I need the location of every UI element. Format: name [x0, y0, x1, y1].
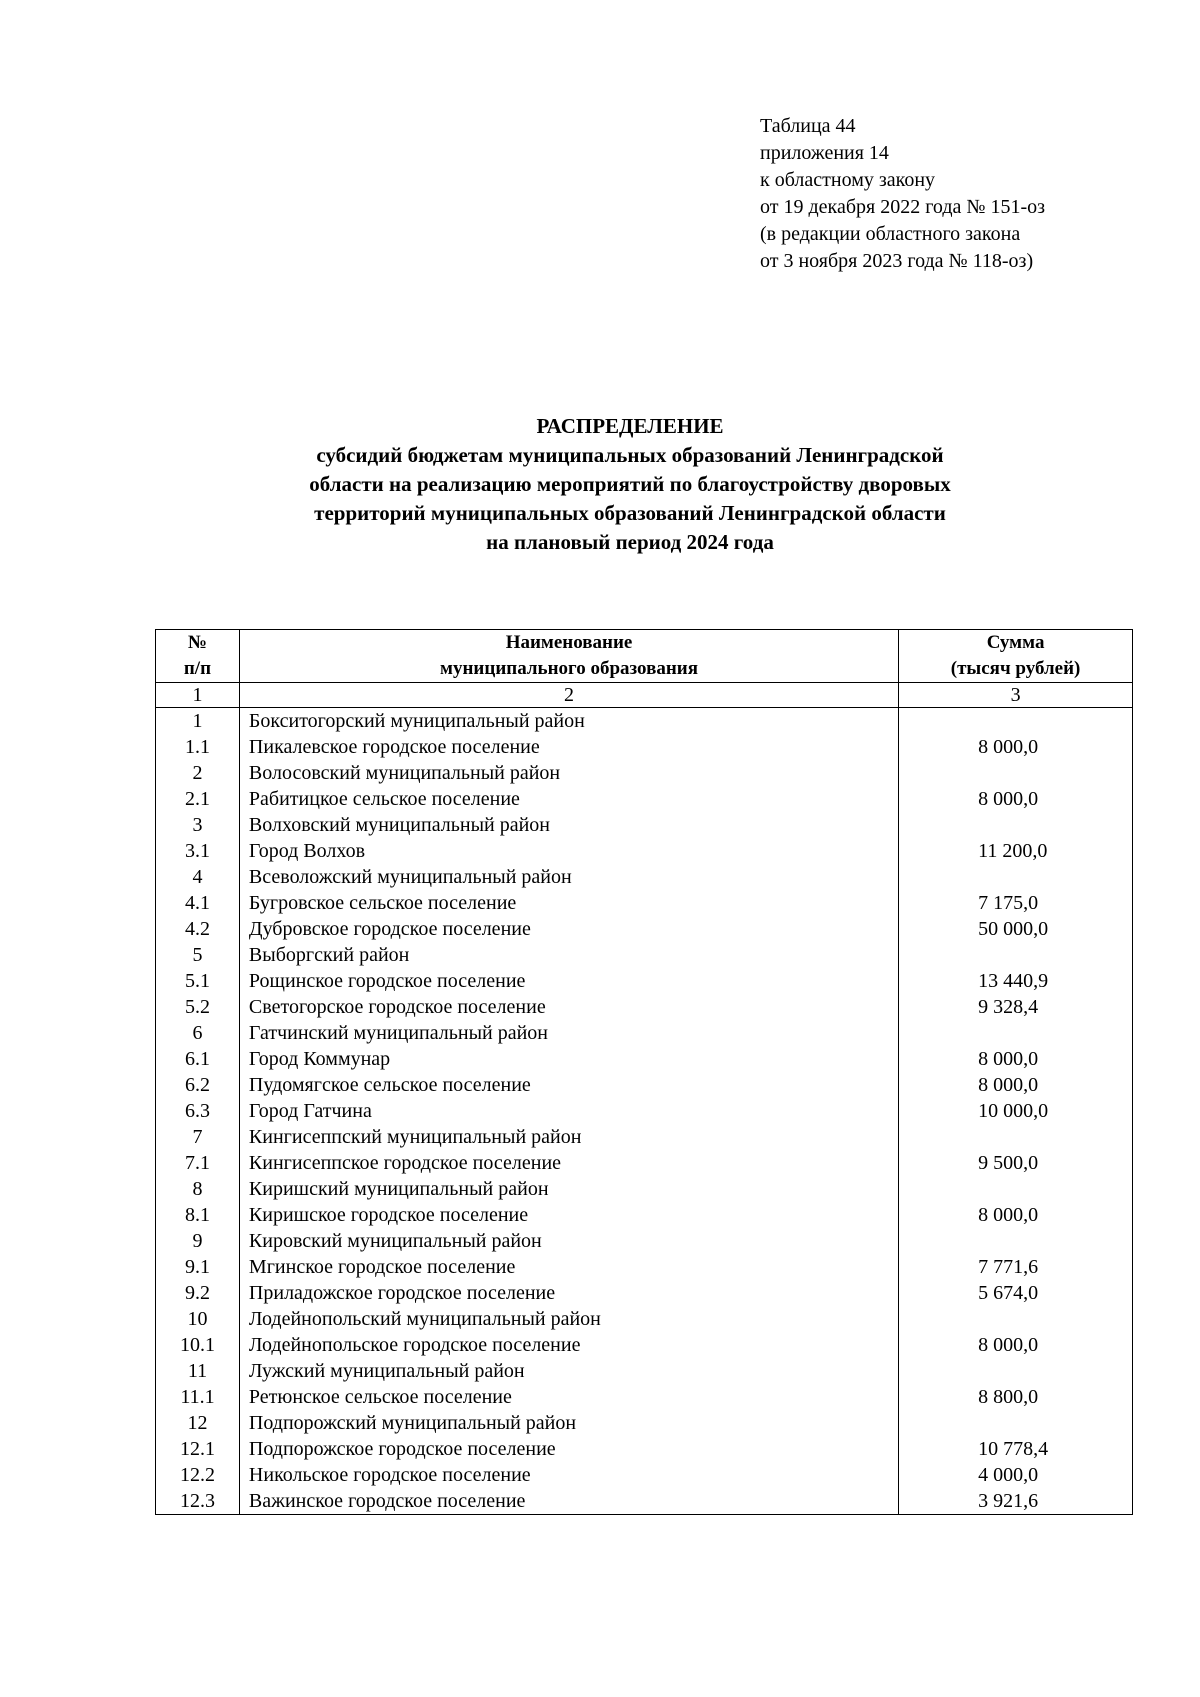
- table-row: [156, 942, 1133, 968]
- subsidy-amount: 9 500,0: [899, 1150, 1133, 1176]
- header-name-line: муниципального образования: [440, 658, 699, 679]
- municipality-name: Дубровское городское поселение: [239, 916, 898, 942]
- municipality-name: Кингисеппский муниципальный район: [239, 1124, 898, 1150]
- subsidy-amount: [899, 1124, 1133, 1150]
- column-number: 2: [239, 683, 898, 708]
- title-line: на плановый период 2024 года: [486, 530, 774, 554]
- subsidy-amount: [899, 1228, 1133, 1254]
- subsidy-amount: 50 000,0: [899, 916, 1133, 942]
- table-row: [156, 1410, 1133, 1436]
- row-number: 6.1: [156, 1046, 240, 1072]
- row-number: 5: [156, 942, 240, 968]
- subsidy-amount: [899, 1020, 1133, 1046]
- row-number: 9.1: [156, 1254, 240, 1280]
- row-number: 3.1: [156, 838, 240, 864]
- row-number: 8: [156, 1176, 240, 1202]
- document-title: [150, 412, 1110, 557]
- subsidy-amount: 7 771,6: [899, 1254, 1133, 1280]
- municipality-name: Светогорское городское поселение: [239, 994, 898, 1020]
- table-row: [156, 1072, 1133, 1098]
- table-row: [156, 1358, 1133, 1384]
- table-row: [156, 1150, 1133, 1176]
- header-sum-line: Сумма: [986, 632, 1045, 653]
- row-number: 12.2: [156, 1462, 240, 1488]
- row-number: 9: [156, 1228, 240, 1254]
- header-name: [239, 630, 898, 683]
- table-row: [156, 1098, 1133, 1124]
- row-number: 10.1: [156, 1332, 240, 1358]
- municipality-name: Киришский муниципальный район: [239, 1176, 898, 1202]
- subsidy-amount: [899, 864, 1133, 890]
- subsidy-amount: 10 778,4: [899, 1436, 1133, 1462]
- title-line: территорий муниципальных образований Ленинградской области: [314, 501, 946, 525]
- municipality-name: Кировский муниципальный район: [239, 1228, 898, 1254]
- municipality-name: Рабитицкое сельское поселение: [239, 786, 898, 812]
- table-row: [156, 1124, 1133, 1150]
- subsidy-amount: 7 175,0: [899, 890, 1133, 916]
- municipality-name: Гатчинский муниципальный район: [239, 1020, 898, 1046]
- row-number: 11: [156, 1358, 240, 1384]
- header-num-line: п/п: [183, 658, 212, 679]
- subsidy-amount: 11 200,0: [899, 838, 1133, 864]
- municipality-name: Кингисеппское городское поселение: [239, 1150, 898, 1176]
- subsidy-amount: 9 328,4: [899, 994, 1133, 1020]
- subsidy-amount: 4 000,0: [899, 1462, 1133, 1488]
- appendix-line: к областному закону: [760, 169, 936, 191]
- municipality-name: Лодейнопольский муниципальный район: [239, 1306, 898, 1332]
- municipality-name: Бокситогорский муниципальный район: [239, 708, 898, 735]
- municipality-name: Волховский муниципальный район: [239, 812, 898, 838]
- table-row: [156, 1332, 1133, 1358]
- table-row: [156, 1254, 1133, 1280]
- table-row: [156, 1436, 1133, 1462]
- row-number: 5.2: [156, 994, 240, 1020]
- subsidy-amount: [899, 708, 1133, 735]
- appendix-line: от 3 ноября 2023 года № 118-оз): [760, 250, 1034, 272]
- subsidy-amount: [899, 1176, 1133, 1202]
- table-row: [156, 1176, 1133, 1202]
- header-name-line: Наименование: [505, 632, 633, 653]
- table-row: [156, 1202, 1133, 1228]
- subsidy-amount: 8 000,0: [899, 1202, 1133, 1228]
- header-num: [156, 630, 240, 683]
- table-row: [156, 1228, 1133, 1254]
- municipality-name: Пикалевское городское поселение: [239, 734, 898, 760]
- municipality-name: Лодейнопольское городское поселение: [239, 1332, 898, 1358]
- table-row: [156, 1046, 1133, 1072]
- table-row: [156, 708, 1133, 735]
- header-sum-line: (тысяч рублей): [950, 658, 1081, 679]
- municipality-name: Киришское городское поселение: [239, 1202, 898, 1228]
- table-row: [156, 838, 1133, 864]
- table-row: [156, 1280, 1133, 1306]
- subsidy-amount: 8 000,0: [899, 734, 1133, 760]
- municipality-name: Лужский муниципальный район: [239, 1358, 898, 1384]
- row-number: 4.1: [156, 890, 240, 916]
- row-number: 11.1: [156, 1384, 240, 1410]
- municipality-name: Важинское городское поселение: [239, 1488, 898, 1515]
- row-number: 6.3: [156, 1098, 240, 1124]
- municipality-name: Приладожское городское поселение: [239, 1280, 898, 1306]
- table-header-row: [156, 630, 1133, 683]
- row-number: 1: [156, 708, 240, 735]
- subsidy-amount: [899, 1306, 1133, 1332]
- municipality-name: Мгинское городское поселение: [239, 1254, 898, 1280]
- subsidy-table: [155, 629, 1133, 1515]
- row-number: 7: [156, 1124, 240, 1150]
- table-row: [156, 734, 1133, 760]
- municipality-name: Волосовский муниципальный район: [239, 760, 898, 786]
- row-number: 12.3: [156, 1488, 240, 1515]
- title-line: субсидий бюджетам муниципальных образований Ленинградской: [316, 443, 944, 467]
- subsidy-amount: [899, 1410, 1133, 1436]
- subsidy-amount: 8 000,0: [899, 1072, 1133, 1098]
- row-number: 5.1: [156, 968, 240, 994]
- header-num-line: №: [187, 632, 207, 653]
- appendix-line: от 19 декабря 2022 года № 151-оз: [760, 196, 1046, 218]
- row-number: 2.1: [156, 786, 240, 812]
- table-row: [156, 994, 1133, 1020]
- subsidy-amount: [899, 1358, 1133, 1384]
- appendix-reference: [760, 113, 1045, 275]
- row-number: 8.1: [156, 1202, 240, 1228]
- appendix-line: (в редакции областного закона: [760, 223, 1021, 245]
- table-row: [156, 1462, 1133, 1488]
- row-number: 12.1: [156, 1436, 240, 1462]
- municipality-name: Всеволожский муниципальный район: [239, 864, 898, 890]
- subsidy-amount: [899, 760, 1133, 786]
- municipality-name: Пудомягское сельское поселение: [239, 1072, 898, 1098]
- subsidy-amount: 3 921,6: [899, 1488, 1133, 1515]
- table-row: [156, 968, 1133, 994]
- municipality-name: Бугровское сельское поселение: [239, 890, 898, 916]
- table-row: [156, 1384, 1133, 1410]
- municipality-name: Ретюнское сельское поселение: [239, 1384, 898, 1410]
- title-line: области на реализацию мероприятий по благоустройству дворовых: [309, 472, 951, 496]
- appendix-line: приложения 14: [760, 142, 889, 164]
- subsidy-amount: [899, 812, 1133, 838]
- table-row: [156, 864, 1133, 890]
- row-number: 3: [156, 812, 240, 838]
- table-row: [156, 1488, 1133, 1515]
- municipality-name: Подпорожское городское поселение: [239, 1436, 898, 1462]
- row-number: 7.1: [156, 1150, 240, 1176]
- municipality-name: Рощинское городское поселение: [239, 968, 898, 994]
- row-number: 10: [156, 1306, 240, 1332]
- municipality-name: Город Гатчина: [239, 1098, 898, 1124]
- table-row: [156, 760, 1133, 786]
- subsidy-amount: 5 674,0: [899, 1280, 1133, 1306]
- municipality-name: Город Волхов: [239, 838, 898, 864]
- table-body: [156, 683, 1133, 1515]
- row-number: 4: [156, 864, 240, 890]
- subsidy-amount: 8 800,0: [899, 1384, 1133, 1410]
- row-number: 9.2: [156, 1280, 240, 1306]
- subsidy-amount: [899, 942, 1133, 968]
- municipality-name: Подпорожский муниципальный район: [239, 1410, 898, 1436]
- municipality-name: Город Коммунар: [239, 1046, 898, 1072]
- row-number: 1.1: [156, 734, 240, 760]
- table-row: [156, 916, 1133, 942]
- row-number: 6: [156, 1020, 240, 1046]
- title-line: РАСПРЕДЕЛЕНИЕ: [536, 414, 724, 438]
- header-sum: [899, 630, 1133, 683]
- row-number: 4.2: [156, 916, 240, 942]
- column-number: 1: [156, 683, 240, 708]
- subsidy-amount: 8 000,0: [899, 786, 1133, 812]
- table-row: [156, 812, 1133, 838]
- column-number-row: [156, 683, 1133, 708]
- table-row: [156, 890, 1133, 916]
- row-number: 6.2: [156, 1072, 240, 1098]
- subsidy-amount: 10 000,0: [899, 1098, 1133, 1124]
- row-number: 2: [156, 760, 240, 786]
- table-row: [156, 1306, 1133, 1332]
- table-row: [156, 786, 1133, 812]
- subsidy-amount: 8 000,0: [899, 1332, 1133, 1358]
- table-row: [156, 1020, 1133, 1046]
- column-number: 3: [899, 683, 1133, 708]
- municipality-name: Выборгский район: [239, 942, 898, 968]
- municipality-name: Никольское городское поселение: [239, 1462, 898, 1488]
- row-number: 12: [156, 1410, 240, 1436]
- subsidy-amount: 13 440,9: [899, 968, 1133, 994]
- subsidy-amount: 8 000,0: [899, 1046, 1133, 1072]
- appendix-line: Таблица 44: [760, 115, 856, 137]
